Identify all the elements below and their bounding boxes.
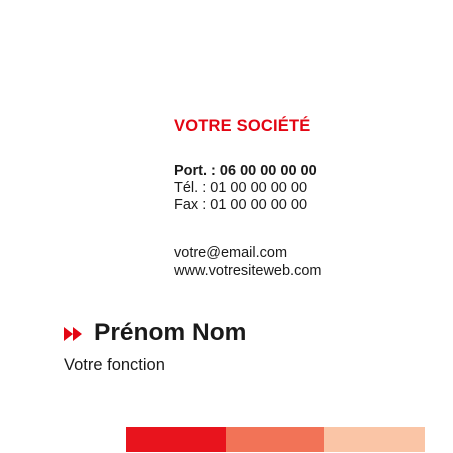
color-bars bbox=[126, 427, 425, 452]
double-chevron-right-icon bbox=[64, 327, 84, 341]
person-name: Prénom Nom bbox=[94, 319, 247, 346]
mobile-phone: Port. : 06 00 00 00 00 bbox=[174, 163, 317, 179]
web-contact-block bbox=[174, 244, 321, 280]
website-url: www.votresiteweb.com bbox=[174, 263, 322, 279]
color-bar-peach bbox=[324, 427, 425, 452]
color-bar-red bbox=[126, 427, 226, 452]
email-address: votre@email.com bbox=[174, 245, 288, 261]
company-name: VOTRE SOCIÉTÉ bbox=[174, 117, 311, 135]
contact-block bbox=[174, 163, 317, 214]
name-row bbox=[64, 319, 246, 347]
telephone: Tél. : 01 00 00 00 00 bbox=[174, 180, 308, 196]
person-role: Votre fonction bbox=[64, 356, 165, 374]
fax: Fax : 01 00 00 00 00 bbox=[174, 197, 308, 213]
color-bar-orange bbox=[226, 427, 324, 452]
